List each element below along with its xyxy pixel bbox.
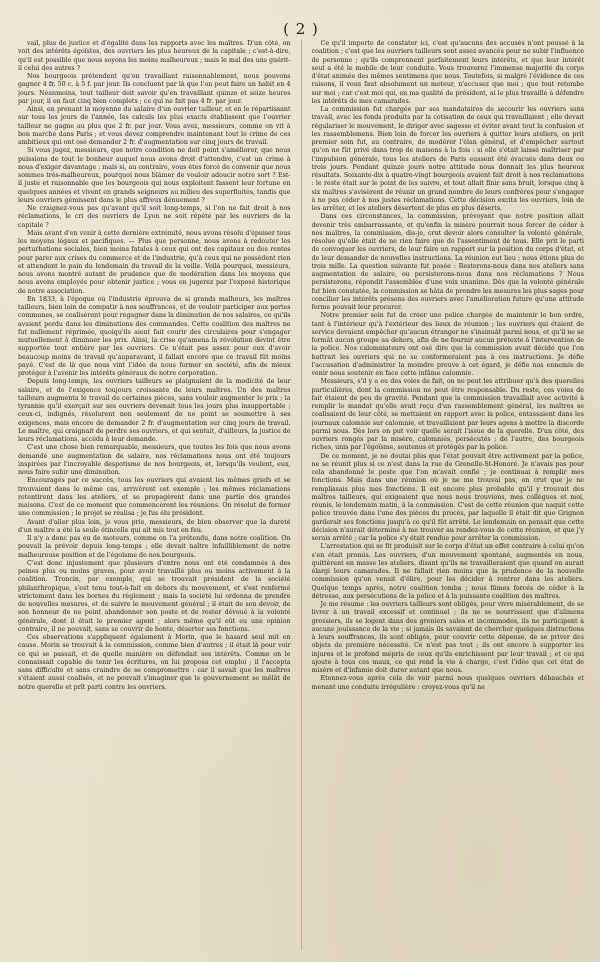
paragraph: Nos bourgeois prétendent qu'en travaillant raisonnablement, nous pouvons gagner 4 fr. 50 c. à 5 f. par jour. Ils concluent par là que l'on peut faire un habit en 4 jours. Néanmoins, tout tailleur doit savoir qu'en travaillant quinze et seize heures par jour, il en faut cinq bien complets ; ce qui ne fait pas 4 fr. par jour. xyxy=(18,73,291,105)
paragraph: C'est donc injustement que plusieurs d'entre nous ont été condamnés à des peines plus ou moins graves, pour avoir travaillé plus ou moins activement à la coalition. Troncin, par exemple, qui se trouvait président de la société philanthropique, s'est tenu tout-à-fait en dehors du mouvement, et s'est renfermé strictement dans les bornes du règlement ; mais la société lui ordonna de prendre de nouvelles mesures, et de suivre le mouvement général ; il était de son devoir, de son honneur de ne point abandonner son poste et de rester dévoué à la volonté générale, dont il était le premier agent ; alors même qu'il eût eu une opinion contraire, il ne pouvait, sans se couvrir de honte, déserter ses fonctions. xyxy=(18,559,291,633)
paragraph: Messieurs, s'il y a eu des voies de fait, on ne peut les attribuer qu'à des querelles particulières, dont la commission ne peut être responsable. Du reste, ces voies de fait étaient de peu de gravité. Pendant que la commission travaillait avec activité à remplir le mandat qu'elle avait reçu d'un rassemblement général, les maîtres se coalisaient de leur côté, se mettaient en rapport avec la police, entassaient dans les journaux calomnie sur calomnie, et travaillaient par leurs agens à mettre la discorde parmi nous. Dès lors on put voir quelle serait l'issue de la querelle. D'un côté, des ouvriers rongés par la misère, calomniés, persécutés ; de l'autre, des bourgeois riches, unis par l'égoïsme, soutenus et protégés par la police. xyxy=(311,378,585,452)
paragraph: Depuis long-temps, les ouvriers tailleurs se plaignaient de la modicité de leur salaire, et de l'exigence toujours croissante de leurs maîtres. Un des maîtres tailleurs augmenta le travail de certaines pièces, sans vouloir augmenter le prix ; la tyrannie qu'il exerçait sur ses ouvriers devenait tous les jours plus insupportable ; ceux-ci, indignés, résolurent non seulement de ne point se soumettre à ses exigences, mais encore de demander 2 fr. d'augmentation sur cinq jours de travail. Le maître, qui craignait de perdre ses ouvriers, et qui sentait, d'ailleurs, la justice de leurs réclamations, accéda à leur demande. xyxy=(18,378,291,443)
paragraph: En 1833, à l'époque où l'industrie éprouva de si grands malheurs, les maîtres tailleurs, bien loin de compatir à nos souffrances, et de vouloir participer aux pertes communes, se coalisèrent pour regagner dans la diminution de nos salaires, ce qu'ils avaient perdu dans les diminutions des commandes. Cette coalition des maîtres ne fut nullement réprimée, quoiqu'ils aient fait courir des circulaires pour s'engager mutuellement à diminuer les prix. Ainsi, la crise qu'amena la révolution devint être supportée tout entière par les ouvriers. Ce n'était pas assez pour eux d'avoir beaucoup moins de travail qu'auparavant, il fallait encore que ce travail fût moins payé. C'est de là que nous vint l'idée de nous former en société, afin de mieux protéger à l'avenir les intérêts généraux de notre corporation. xyxy=(18,295,291,377)
paragraph: Ces observations s'appliquent également à Morin, que le hasard seul mit en cause. Morin se trouvait à la commission, comme bien d'autres ; il était là pour voir ce qui se passait, et de quelle manière on défendait ses intérêts. Comme on le connaissait capable de tenir les écritures, on lui proposa cet emploi ; il l'accepta sans difficulté et sans craindre de se compromettre : car il savait que les maîtres s'étaient aussi coalisés, et ne pouvait s'imaginer que le gouvernement se mêlât de notre querelle et prît parti contre les ouvriers. xyxy=(18,634,291,691)
paragraph: L'arrestation qui se fit produisit sur le corps d'état un effet contraire à celui qu'on s'en était promis. Les ouvriers, d'un mouvement spontané, augmentés en nous, quittèrent en masse les ateliers, disant qu'ils ne travailleraient que quand on aurait élargi leurs camarades. Il ne fallait rien moins que la prudence de la nouvelle commission qu'on venait d'élire, pour les décider à rentrer dans les ateliers. Quelque temps après, notre coalition tomba ; nous fûmes forcés de céder à la détresse, aux persécutions de la police et à la puissante coalition des maîtres. xyxy=(311,543,585,600)
text-columns xyxy=(18,40,584,950)
paragraph: Ne craignez-vous pas qu'avant qu'il soit long-temps, si l'on ne fait droit à nos réclamations, le cri des ouvriers de Lyon ne soit répété par les ouvriers de la capitale ? xyxy=(18,205,291,229)
page-number: ( 2 ) xyxy=(283,20,319,38)
paragraph: Si vous jugez, messieurs, que notre condition ne doit point s'améliorer, que nous puissions de tout le bonheur auquel nous avons droit d'attendre, c'est un crime à nous d'exiger davantage : mais si, au contraire, vous êtes forcé de convenir que nous sommes très-malheureux, pourquoi nous blâmer de vouloir adoucir notre sort ? Est-il juste et raisonnable que les bourgeois qui nous exploitent fassent leur fortune en quelques années et vivent en grands seigneurs au milieu des superfluités, tandis que leurs ouvriers gémissent dans le plus affreux dénuement ? xyxy=(18,147,291,204)
column-divider xyxy=(301,40,302,950)
paragraph: La commission fut chargée par ses mandataires de secourir les ouvriers sans travail, avec les fonds produits par la cotisation de ceux qui travaillaient ; elle devait régulariser le mouvement, le diriger avec sagesse et éviter avant tout la confusion et les rassemblemens. Bien loin de forcer les ouvriers à quitter leurs ateliers, on prit premier soin fut, au contraire, de modérer l'élan général, et d'empêcher surtout qu'on ne fût privé dans trop de maisons à la fois : si elle s'était laissé maîtriser par l'impulsion générale, tous les ateliers de Paris eussent été évacués dans deux ou trois jours. Pendant quinze jours notre attitude nous donnait les plus heureux résultats. Soixante-dix à quatre-vingt bourgeois avaient fait droit à nos réclamations : le reste était sur le point de les suivre, et tout allait finir sans bruit, lorsque cinq à six maîtres s'avisèrent de réunir un grand nombre de leurs confrères pour s'engager à ne pas céder à nos justes réclamations. Cette décision excita les ouvriers, loin de les arrêter, et les ateliers désertent de plus en plus déserts. xyxy=(311,106,585,212)
paragraph: Etonnez-vous après cela de voir parmi nous quelques ouvriers débauchés et menant une conduite irrégulière : croyez-vous qu'il ne xyxy=(311,675,585,691)
paragraph: Avant d'aller plus loin, je vous prie, messieurs, de bien observer que la dureté d'un maître a été la seule étincelle qui ait mis tout en feu. xyxy=(18,518,291,534)
paragraph: Ainsi, en prenant la moyenne du salaire d'un ouvrier tailleur, et en le répartissant sur tous les jours de l'année, les calculs les plus exacts établissent que l'ouvrier tailleur ne gagne au plus que 2 fr. par jour. Vous avez, messieurs, comme on vit à bon marché dans Paris ; et vous devez comprendre maintenant tout le crime de ces ambitieux qui ont osé demander 2 fr. d'augmentation sur cinq jours de travail. xyxy=(18,106,291,146)
left-column xyxy=(18,40,291,950)
paragraph: Il n'y a donc pas eu de moteurs, comme on l'a prétendu, dans notre coalition. On pouvait la prévoir depuis long-temps ; elle devait naître infailliblement de notre malheureuse position et de l'égoïsme de nos bourgeois. xyxy=(18,535,291,559)
paragraph: Je me résume : les ouvriers tailleurs sont obligés, pour vivre misérablement, de se livrer à un travail excessif et continuel ; ils ne se nourrissent que d'alimens grossiers, ils se logent dans des greniers sales et incommodes, ils ne participent à aucune jouissance de la vie ; si jamais ils savaient de chercher quelques distractions à leurs souffrances, ils sont obligés, pour couvrir cette dépense, de se priver des objets de première nécessité. Ce n'est pas tout ; ils ont encore à supporter les injures et le profond mépris de ceux qu'ils enrichissent par leur travail ; et ce qui ajoute à tous ces maux, ce qui rend la vie à charge, c'est l'idée que cet état de misère et d'infamie doit durer autant que nous. xyxy=(311,601,585,674)
right-column xyxy=(312,40,585,950)
paragraph: vail, plus de justice et d'égalité dans les rapports avec les maîtres. D'un côté, on voit des intérêts égoïstes, des ouvriers les plus heureux de la capitale ; c'est-à-dire, qu'il est possible que nous soyons les moins malheureux ; mais le mal des uns guérit-il celui des autres ? xyxy=(18,40,291,72)
paragraph: De ce moment, je ne doutai plus que l'état pouvait être activement par la police, ne se réunit plus si ce n'est dans la rue de Grenelle-St-Honoré. Je n'avais pas pour cela abandonné le poste que l'on m'avait confié ; je continuai à remplir mes fonctions. Mais dans une réunion où je ne me trouvai pas, on crut que je ne remplissais plus mes fonctions. Il est encore plus probable qu'il y trouvait des maîtres tailleurs, qui exigeaient que nous nous trouvions, mes collègues et moi, réunis, le lendemain matin, à la commission. C'est de cette réunion que naquit cette police trouvée dans l'une des pièces du procès, par laquelle il était dit que Grignon garderait ses fonctions jusqu'à ce qu'il fût arrêté. Le lendemain on pensait que cette décision n'aurait déterminé à me trouver au rendez-vous de cette réunion, et que j'y serais arrêté ; car la police s'y était rendue pour arrêter la commission. xyxy=(311,452,585,542)
page-header xyxy=(18,18,584,40)
paragraph: Dans ces circonstances, la commission, prévoyant que notre position allait devenir très embarrassante, et qu'enfin la misère pourrait nous forcer de céder à nos maîtres, la commission, dis-je, crut devoir alors consulter la volonté générale, résolue qu'elle était de ne rien faire que de l'assentiment de tous. Elle prit le parti de convoquer les ouvriers, de leur faire un rapport sur la position du corps d'état, et de leur demander de nouvelles instructions. La réunion eut lieu ; nous étions plus de trois mille. La question suivante fut posée : Resterons-nous dans nos ateliers sans augmentation de salaire, ou persisterons-nous dans nos réclamations ? Nous persisterons, répondit l'assemblée d'une voix unanime. Dès que la volonté générale fut bien constatée, la commission se hâta de prendre les mesures les plus sages pour concilier les intérêts présens des ouvriers avec l'amélioration future qu'une attitude ferme pouvait leur procurer. xyxy=(311,213,585,311)
paragraph: C'est une chose bien remarquable, messieurs, que toutes les fois que nous avons demandé une augmentation de salaire, nos réclamations nous ont été toujours inspirées par l'incroyable despotisme de nos bourgeois, et, lorsqu'ils veulent, eux, nous faire subir une diminution. xyxy=(18,444,291,476)
paragraph: Encouragés par ce succès, tous les ouvriers qui avaient les mêmes griefs et se trouvaient dans le même cas, arrivèrent cet exemple ; les mêmes réclamations retentirent dans les ateliers, et se propagèrent dans une partie des grandes maisons. C'est de ce moment que commencèrent les réunions. On résolut de former une commission ; le projet se réalisa ; je fus élu président. xyxy=(18,477,291,518)
paragraph: Notre premier soin fut de créer une police chargée de maintenir le bon ordre, tant à l'intérieur qu'à l'extérieur des lieux de réunion ; les ouvriers qui étaient de service devaient empêcher qu'aucun étranger ne s'insinuât parmi nous, et qu'il ne se formât aucun groupe au dehors, afin de ne fournir aucun prétexte à l'intervention de la police. Nos calomniateurs ont osé dire que la commission avait décidé que l'on battrait les ouvriers qui ne se conformeraient pas à ces instructions. Je défie l'accusation d'administrer la moindre preuve à cet égard, je défie nos ennemis de venir nous soutenir en face cette infâme calomnie. xyxy=(311,312,585,377)
paragraph: Mais avant d'en venir à cette dernière extrémité, nous avons résolu d'épuiser tous les moyens légaux et pacifiques. — Plus que personne, nous avons à redouter les perturbations sociales, bien moins fatales à ceux qui ont des capitaux ou des rentes pour parer aux crises du commerce et de l'industrie, qu'à ceux qui ne possèdent rien et attendent le pain du lendemain du travail de la veille. Voilà pourquoi, messieurs, nous avons montré autant de prudence que de modération dans les moyens que nous avons employés pour obtenir justice ; vous en jugerez par l'exposé historique de notre association. xyxy=(18,229,291,295)
paragraph: Ce qu'il importe de constater ici, c'est qu'aucuns des accusés n'ont poussé à la coalition ; c'est que les ouvriers tailleurs sont assez avancés pour ne subir l'influence de personne ; qu'ils comprennent parfaitement leurs intérêts, et que leur intérêt seul a été le mobile de leur conduite. Vous trouverez l'immense majorité du corps d'état animée des mêmes sentimens que nous. Toutefois, si malgré l'évidence de ces raisons, il vous faut absolument un moteur, n'accusez que moi ; que tout retombe sur moi ; car c'est moi qui, en ma qualité de président, ai le plus travaillé à défendre les intérêts de mes camarades. xyxy=(311,40,585,105)
